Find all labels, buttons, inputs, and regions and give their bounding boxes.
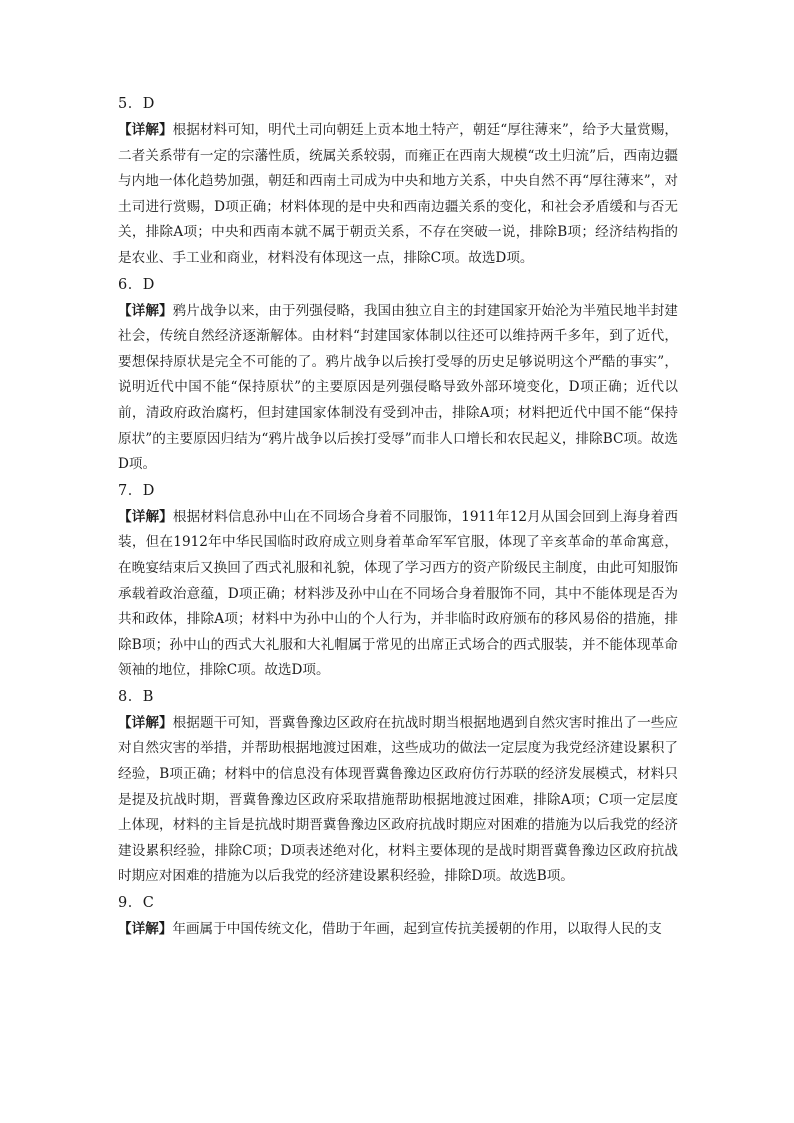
explanation-tag: 【详解】 [118, 714, 173, 731]
answer-number: 8．B [118, 688, 154, 705]
explanation-text: 年画属于中国传统文化，借助于年画，起到宣传抗美援朝的作用，以取得人民的支 [172, 921, 662, 938]
answer-number: 9．C [118, 895, 155, 912]
explanation-tag: 【详解】 [118, 302, 173, 319]
explanation-text: 根据材料信息孙中山在不同场合身着不同服饰，1911年12月从国会回到上海身着西装，但在1912年中华民国临时政府成立则身着革命军军官服，体现了辛亥革命的革命寓意，在晚宴结束后又换回了西式礼服和礼貌，体现了学习西方的资产阶级民主制度，由此可知服饰承载着政治意蕴，D项正确；材料涉及孙中山在不同场合身着服饰不同，其中不能体现是否为共和政体，排除A项；材料中为孙中山的个人行为，并非临时政府颁布的移风易俗的措施，排除B项；孙中山的西式大礼服和大礼帽属于常见的出席正式场合的西式服装，并不能体现革命领袖的地位，排除C项。故选D项。 [118, 508, 679, 679]
explanation-tag: 【详解】 [118, 508, 173, 525]
answer-item-7 [118, 479, 678, 684]
answer-item-6 [118, 273, 678, 478]
explanation-paragraph [118, 299, 678, 478]
answer-number: 5．D [118, 96, 155, 112]
explanation-paragraph [118, 711, 678, 890]
explanation-tag: 【详解】 [118, 122, 173, 138]
explanation-paragraph [118, 505, 678, 684]
answer-item-8 [118, 685, 678, 890]
explanation-tag: 【详解】 [118, 921, 173, 938]
explanation-text: 鸦片战争以来，由于列强侵略，我国由独立自主的封建国家开始沦为半殖民地半封建社会，传统自然经济逐渐解体。由材料“封建国家体制以往还可以维持两千多年，到了近代，要想保持原状是完全不可能的了。鸦片战争以后挨打受辱的历史足够说明这个严酷的事实”，说明近代中国不能“保持原状”的主要原因是列强侵略导致外部环境变化，D项正确；近代以前，清政府政治腐朽，但封建国家体制没有受到冲击，排除A项；材料把近代中国不能“保持原状”的主要原因归结为“鸦片战争以后挨打受辱”而非人口增长和农民起义，排除BC项。故选D项。 [118, 302, 678, 473]
explanation-paragraph [118, 118, 678, 272]
explanation-paragraph [118, 917, 678, 943]
answer-item-5 [118, 92, 678, 272]
answer-number: 6．D [118, 276, 155, 293]
answer-explanations [118, 92, 678, 944]
explanation-text: 根据题干可知，晋冀鲁豫边区政府在抗战时期当根据地遇到自然灾害时推出了一些应对自然灾害的举措，并帮助根据地渡过困难，这些成功的做法一定层度为我党经济建设累积了经验，B项正确；材料中的信息没有体现晋冀鲁豫边区政府仿行苏联的经济发展模式，材料只是提及抗战时期，晋冀鲁豫边区政府采取措施帮助根据地渡过困难，排除A项；C项一定层度上体现，材料的主旨是抗战时期晋冀鲁豫边区政府抗战时期应对困难的措施为以后我党的经济建设累积经验，排除C项；D项表述绝对化，材料主要体现的是战时期晋冀鲁豫边区政府抗战时期应对困难的措施为以后我党的经济建设累积经验，排除D项。故选B项。 [118, 714, 678, 885]
answer-number: 7．D [118, 482, 155, 499]
explanation-text: 根据材料可知，明代土司向朝廷上贡本地土特产，朝廷“厚往薄来”，给予大量赏赐，二者关系带有一定的宗藩性质，统属关系较弱，而雍正在西南大规模“改土归流”后，西南边疆与内地一体化趋势加强，朝廷和西南土司成为中央和地方关系，中央自然不再“厚往薄来”，对土司进行赏赐，D项正确；材料体现的是中央和西南边疆关系的变化，和社会矛盾缓和与否无关，排除A项；中央和西南本就不属于朝贡关系，不存在突破一说，排除B项；经济结构指的是农业、手工业和商业，材料没有体现这一点，排除C项。故选D项。 [118, 122, 678, 266]
answer-item-9 [118, 891, 678, 943]
